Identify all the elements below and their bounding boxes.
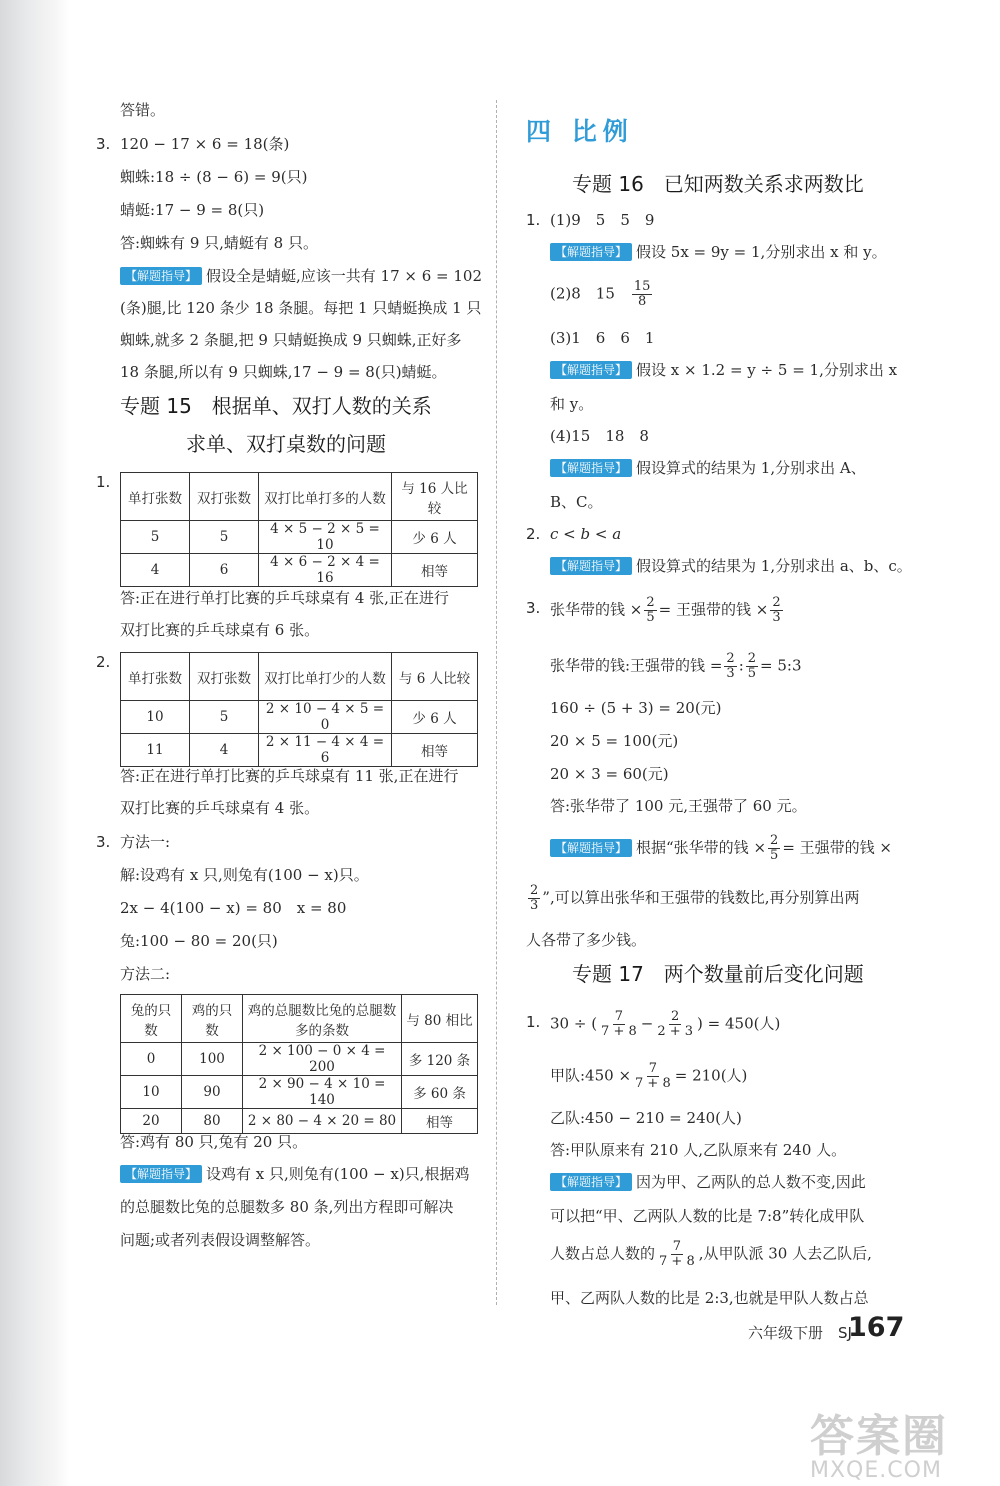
table-header: 与 16 人比较 [392,473,478,521]
section-title: 专题 17 两个数量前后变化问题 [572,962,864,986]
hint-badge: 【解题指导】 [550,839,632,857]
text-line: 双打比赛的乒乓球桌有 4 张。 [120,799,320,817]
text-line: 方法一: [120,833,171,851]
text-line: 和 y。 [550,395,594,413]
table-row: 5 5 4 × 5 − 2 × 5 = 10 少 6 人 [121,521,478,554]
text-line: (条)腿,比 120 条少 18 条腿。每把 1 只蜻蜓换成 1 只 [120,299,482,317]
hint-badge: 【解题指导】 [120,267,202,285]
text-line: 兔:100 − 80 = 20(只) [120,932,278,950]
hint-line: 【解题指导】 假设 5x = 9y = 1,分别求出 x 和 y。 [550,240,887,264]
text-line: 方法二: [120,965,171,983]
equation-line: 甲队:450 × $\frac{7}{7 + 8}$ = 210(人) [550,1061,748,1091]
hint-badge: 【解题指导】 [550,361,632,379]
text-line: 蜘蛛,就多 2 条腿,把 9 只蜻蜓换成 9 只蜘蛛,正好多 [120,331,462,349]
table-header: 兔的只数 [121,995,182,1043]
hint-badge: 【解题指导】 [550,243,632,261]
hint-badge: 【解题指导】 [550,557,632,575]
text-line: 20 × 5 = 100(元) [550,732,679,750]
table-header: 单打张数 [121,473,190,521]
text-line: 答错。 [120,101,166,119]
text-line: 蜘蛛:18 ÷ (8 − 6) = 9(只) [120,168,308,186]
text-line: 160 ÷ (5 + 3) = 20(元) [550,699,722,717]
hint-badge: 【解题指导】 [550,459,632,477]
hint-badge: 【解题指导】 [550,1173,632,1191]
text-line: (1)9 5 5 9 [550,211,655,229]
text-line: 乙队:450 − 210 = 240(人) [550,1109,742,1127]
text-line: 答:甲队原来有 210 人,乙队原来有 240 人。 [550,1141,847,1159]
watermark-line: 答案圈 [810,1411,948,1462]
text-line: (2)8 15 $\frac{15}{8}$ [550,279,651,309]
section-title: 专题 16 已知两数关系求两数比 [572,172,864,196]
text-line: 的总腿数比兔的总腿数多 80 条,列出方程即可解决 [120,1198,454,1216]
table-row: 0 100 2 × 100 − 0 × 4 = 200 多 120 条 [121,1043,478,1076]
fraction: $\frac{2}{2 + 3}$ [657,1009,694,1039]
question-number: 2. [96,653,111,671]
hint-line: $\frac{2}{3}$ ”,可以算出张华和王强带的钱数比,再分别算出两 [530,883,860,913]
page-number: 167 [848,1312,905,1343]
text-line: 答:蜘蛛有 9 只,蜻蜓有 8 只。 [120,234,318,252]
hint-line: 【解题指导】 假设算式的结果为 1,分别求出 a、b、c。 [550,554,912,578]
text-line: 答:张华带了 100 元,王强带了 60 元。 [550,797,807,815]
hint-badge: 【解题指导】 [120,1165,202,1183]
table-2 [120,652,478,767]
question-number: 1. [526,1013,541,1031]
table-header: 双打张数 [190,653,259,701]
text-line: 解:设鸡有 x 只,则兔有(100 − x)只。 [120,866,369,884]
text-line: 2x − 4(100 − x) = 80 x = 80 [120,899,347,917]
footer-grade: 六年级下册 SJ [748,1324,852,1342]
table-1 [120,472,478,587]
text-line: B、C。 [550,493,603,511]
hint-line: 【解题指导】 因为甲、乙两队的总人数不变,因此 [550,1170,866,1194]
question-number: 1. [526,211,541,229]
text-line: 甲、乙两队人数的比是 2:3,也就是甲队人数占总 [550,1289,869,1307]
table-header: 双打比单打多的人数 [259,473,392,521]
section-title: 求单、双打桌数的问题 [186,432,386,456]
text-line: 答:鸡有 80 只,兔有 20 只。 [120,1133,308,1151]
section-title: 专题 15 根据单、双打人数的关系 [120,394,432,418]
text-line: 双打比赛的乒乓球桌有 6 张。 [120,621,320,639]
hint-line: 【解题指导】 假设 x × 1.2 = y ÷ 5 = 1,分别求出 x [550,358,897,382]
hint-line: 【解题指导】 假设全是蜻蜓,应该一共有 17 × 6 = 102 [120,264,482,288]
equation-line: 人数占总人数的 $\frac{7}{7 + 8}$ ,从甲队派 30 人去乙队后, [550,1239,872,1269]
watermark-logo [810,1400,948,1483]
fraction: $\frac{2}{5}$ [770,833,779,863]
table-header: 双打比单打少的人数 [259,653,392,701]
text-line: 答:正在进行单打比赛的乒乓球桌有 11 张,正在进行 [120,767,459,785]
text-line: 问题;或者列表假设调整解答。 [120,1231,321,1249]
text-line: (4)15 18 8 [550,427,649,445]
fraction: $\frac{2}{5}$ [747,651,757,681]
table-3 [120,994,478,1134]
table-header: 双打张数 [190,473,259,521]
table-header: 与 80 相比 [402,995,478,1043]
book-spine-shadow [0,0,70,1486]
table-row: 10 90 2 × 90 − 4 × 10 = 140 多 60 条 [121,1076,478,1109]
fraction: $\frac{15}{8}$ [633,279,651,309]
question-number: 3. [526,599,541,617]
chapter-title: 四 比例 [526,117,634,146]
fraction: $\frac{7}{7 + 8}$ [659,1239,695,1269]
equation-line: 张华带的钱 × $\frac{2}{5}$ = 王强带的钱 × $\frac{2}{3}$ [550,595,781,625]
equation-line: 张华带的钱:王强带的钱 = $\frac{2}{3}$ : $\frac{2}{5}$ = 5:3 [550,651,802,681]
table-header: 鸡的只数 [182,995,243,1043]
question-number: 2. [526,525,541,543]
table-header: 与 6 人比较 [392,653,478,701]
text-line: 答:正在进行单打比赛的乒乓球桌有 4 张,正在进行 [120,589,449,607]
text-line: 18 条腿,所以有 9 只蜘蛛,17 − 9 = 8(只)蜻蜓。 [120,363,447,381]
fraction: $\frac{2}{5}$ [646,595,655,625]
hint-line: 【解题指导】 假设算式的结果为 1,分别求出 A、 [550,456,866,480]
question-number: 1. [96,473,111,491]
text-line: 20 × 3 = 60(元) [550,765,669,783]
fraction: $\frac{7}{7 + 8}$ [635,1061,671,1091]
hint-line: 【解题指导】 根据“张华带的钱 × $\frac{2}{5}$ = 王强带的钱 × [550,834,892,863]
table-header: 单打张数 [121,653,190,701]
column-divider [496,100,497,1305]
table-row: 20 80 2 × 80 − 4 × 20 = 80 相等 [121,1109,478,1134]
text-line: 蜻蜓:17 − 9 = 8(只) [120,201,265,219]
equation-line: 30 ÷ ( $\frac{7}{7 + 8}$ − $\frac{2}{2 + 3}$ ) = 450(人) [550,1009,781,1039]
question-number: 3. [96,833,111,851]
watermark-line: MXQE.COM [810,1458,942,1483]
text-line: 可以把“甲、乙两队人数的比是 7:8”转化成甲队 [550,1207,865,1225]
fraction: $\frac{2}{3}$ [726,651,735,681]
fraction: $\frac{2}{3}$ [772,595,781,625]
fraction: $\frac{7}{7 + 8}$ [601,1009,637,1039]
table-row: 11 4 2 × 11 − 4 × 4 = 6 相等 [121,734,478,767]
table-header: 鸡的总腿数比兔的总腿数多的条数 [243,995,402,1043]
text-line: c < b < a [550,525,622,543]
text-line: (3)1 6 6 1 [550,329,655,347]
text-line: 人各带了多少钱。 [526,931,647,949]
question-number: 3. [96,135,111,153]
text-line: 120 − 17 × 6 = 18(条) [120,135,290,153]
fraction: $\frac{2}{3}$ [530,883,539,913]
table-row: 4 6 4 × 6 − 2 × 4 = 16 相等 [121,554,478,587]
hint-line: 【解题指导】 设鸡有 x 只,则兔有(100 − x)只,根据鸡 [120,1162,469,1186]
table-row: 10 5 2 × 10 − 4 × 5 = 0 少 6 人 [121,701,478,734]
